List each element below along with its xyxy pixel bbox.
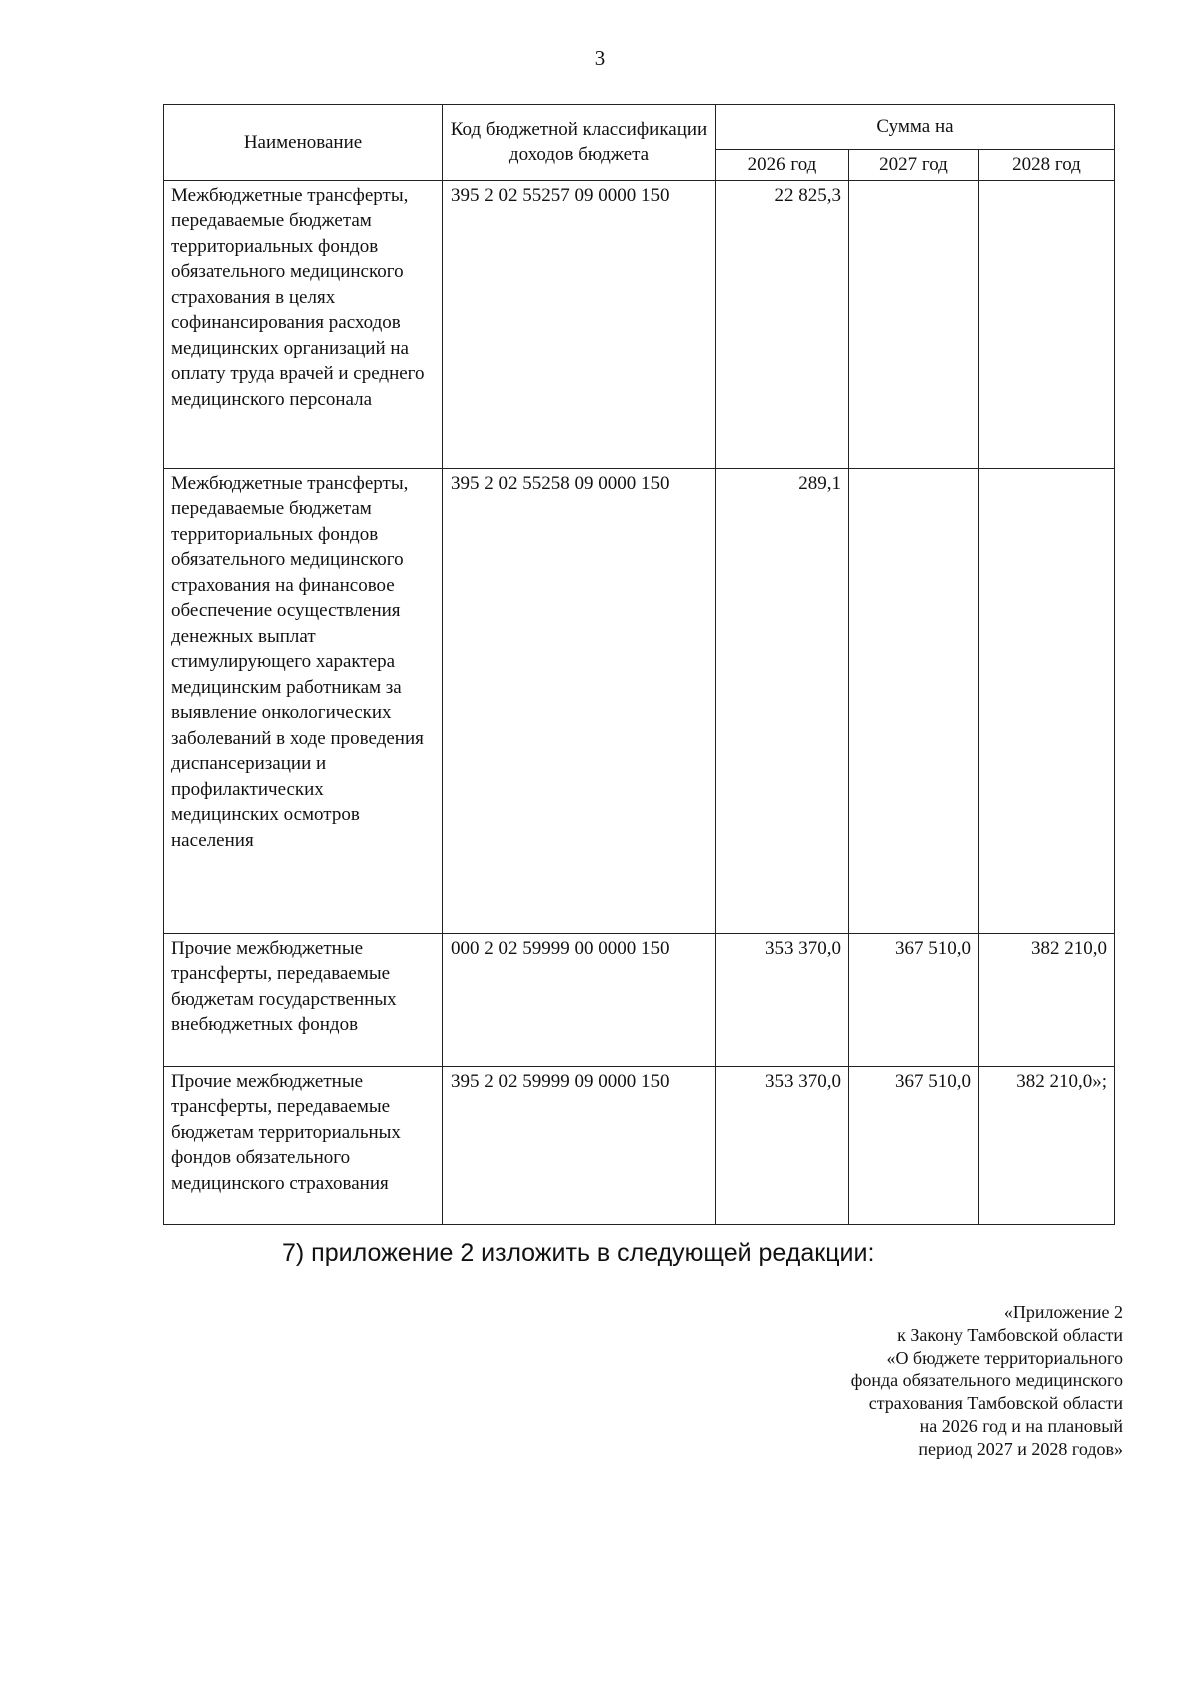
table-row [164,180,1115,468]
row-code: 000 2 02 59999 00 0000 150 [443,933,716,1066]
row-name: Межбюджетные трансферты, передаваемые бюджетам территориальных фондов обязательного медицинского страхования на финансовое обеспечение осуществления денежных выплат стимулирующего характера медицинским работникам за выявление онкологических заболеваний в ходе проведения диспансеризации и профилактических медицинских осмотров населения [164,468,443,933]
page-number: 3 [594,46,606,70]
table-row [164,468,1115,933]
table-row [164,933,1115,1066]
header-sum-on: Сумма на [716,105,1115,150]
row-value-2028: 382 210,0 [979,933,1115,1066]
row-value-2027 [849,468,979,933]
row-value-2027: 367 510,0 [849,933,979,1066]
appendix-note-line: «Приложение 2 [1003,1302,1123,1322]
row-value-2026: 289,1 [716,468,849,933]
appendix-note-line: фонда обязательного медицинского [850,1370,1123,1391]
header-year-2026: 2026 год [716,150,849,181]
row-value-2026: 22 825,3 [716,180,849,468]
table-row [164,1066,1115,1224]
row-value-2026: 353 370,0 [716,933,849,1066]
appendix-note-line: период 2027 и 2028 годов» [918,1438,1123,1459]
appendix-note-line: на 2026 год и на плановый [919,1415,1123,1436]
appendix-note-line: страхования Тамбовской области [868,1393,1123,1414]
row-value-2027 [849,180,979,468]
header-code: Код бюджетной классификации доходов бюджета [443,105,716,181]
appendix-note-line: к Закону Тамбовской области [897,1324,1123,1345]
row-value-2026: 353 370,0 [716,1066,849,1224]
row-code: 395 2 02 59999 09 0000 150 [443,1066,716,1224]
row-name: Прочие межбюджетные трансферты, передаваемые бюджетам территориальных фондов обязательного медицинского страхования [164,1066,443,1224]
row-code: 395 2 02 55257 09 0000 150 [443,180,716,468]
row-value-2028: 382 210,0»; [979,1066,1115,1224]
row-value-2028 [979,180,1115,468]
amendment-instruction: 7) приложение 2 изложить в следующей редакции: [282,1239,875,1267]
header-year-2027: 2027 год [849,150,979,181]
table-header-row [164,105,1115,150]
header-year-2028: 2028 год [979,150,1115,181]
header-name: Наименование [164,105,443,181]
row-name: Межбюджетные трансферты, передаваемые бюджетам территориальных фондов обязательного медицинского страхования в целях софинансирования расходов медицинских организаций на оплату труда врачей и среднего медицинского персонала [164,180,443,468]
row-value-2028 [979,468,1115,933]
appendix-note-line: «О бюджете территориального [886,1347,1123,1368]
budget-income-table [163,104,1115,1225]
row-name: Прочие межбюджетные трансферты, передаваемые бюджетам государственных внебюджетных фондов [164,933,443,1066]
row-code: 395 2 02 55258 09 0000 150 [443,468,716,933]
row-value-2027: 367 510,0 [849,1066,979,1224]
appendix-reference-note [703,1301,1123,1461]
